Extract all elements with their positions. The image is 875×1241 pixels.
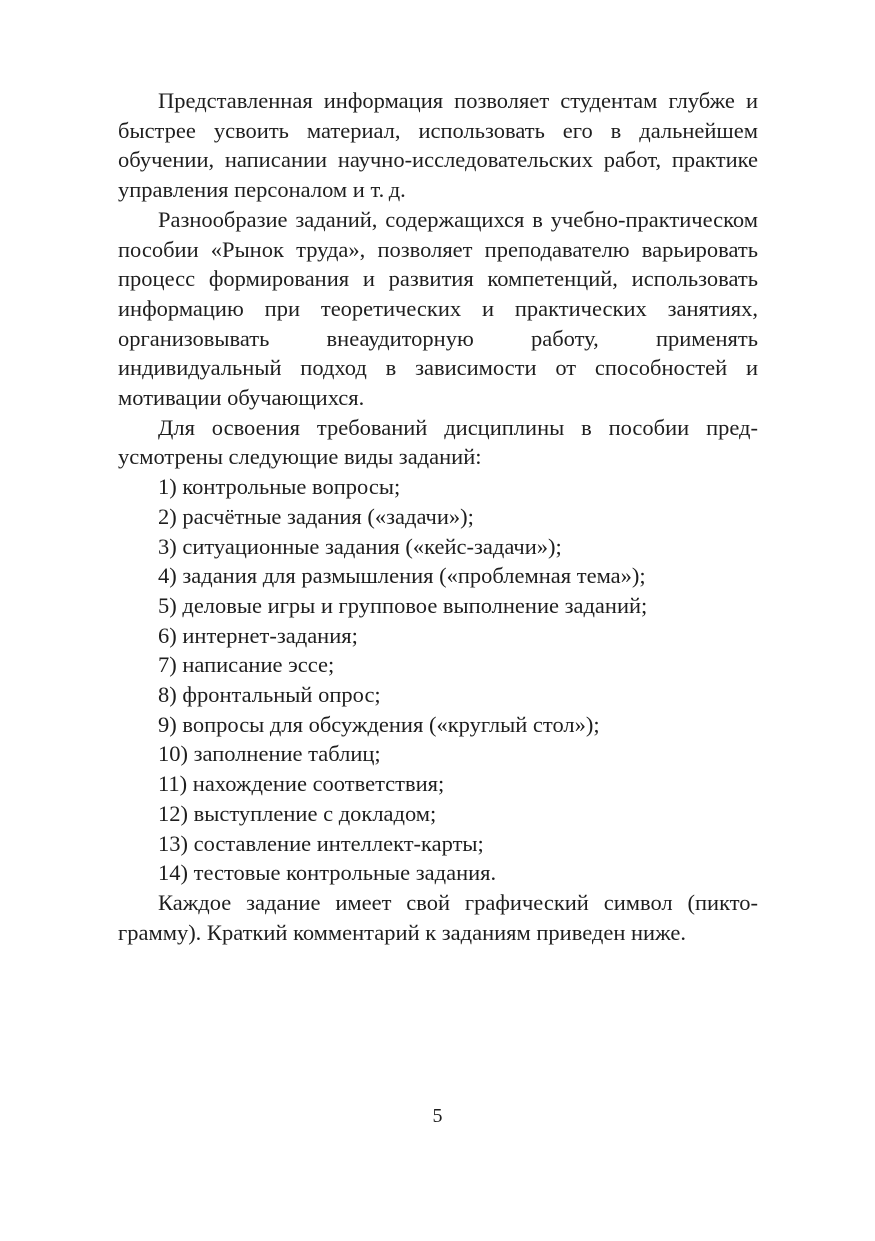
closing-paragraph: Каждое задание имеет свой графический символ (пиктограмму). Краткий комментарий к заданиям приведен ниже. (118, 889, 758, 945)
list-item: 5) деловые игры и групповое выполнение заданий; (158, 592, 648, 618)
list-item: 6) интернет-задания; (158, 622, 358, 648)
page-number: 5 (432, 1105, 443, 1127)
list-item: 11) нахождение соответствия; (158, 771, 445, 797)
page-body (118, 86, 758, 947)
task-types-list (118, 472, 758, 888)
variety-paragraph: Разнообразие заданий, содержащихся в учебно-практическом пособии «Рынок труда», позволяет преподавателю варьировать процесс формирования и развития компетенций, использовать информацию при теоретических и практических занятиях, организовывать внеаудиторную работу, применять индивидуальный подход в зависимости от способностей и мотивации обучающихся. (118, 206, 758, 411)
list-item: 13) составление интеллект-карты; (158, 830, 484, 856)
intro-paragraph: Представленная информация позволяет студентам глубже и быстрее усвоить материал, использовать его в дальнейшем обучении, написании научно-исследовательских работ, практике управления персоналом и т. д. (118, 88, 758, 203)
list-item: 2) расчётные задания («задачи»); (158, 503, 474, 529)
list-item: 1) контрольные вопросы; (158, 474, 401, 500)
list-item: 8) фронтальный опрос; (158, 682, 381, 708)
list-item: 14) тестовые контрольные задания. (158, 860, 497, 886)
list-item: 9) вопросы для обсуждения («круглый стол»); (158, 711, 600, 737)
list-item: 3) ситуационные задания («кейс-задачи»); (158, 533, 562, 559)
task-types-intro: Для освоения требований дисциплины в пособии предусмотрены следующие виды заданий: (118, 414, 758, 470)
list-item: 4) задания для размышления («проблемная тема»); (158, 563, 646, 589)
list-item: 10) заполнение таблиц; (158, 741, 381, 767)
list-item: 7) написание эссе; (158, 652, 335, 678)
list-item: 12) выступление с докладом; (158, 800, 437, 826)
